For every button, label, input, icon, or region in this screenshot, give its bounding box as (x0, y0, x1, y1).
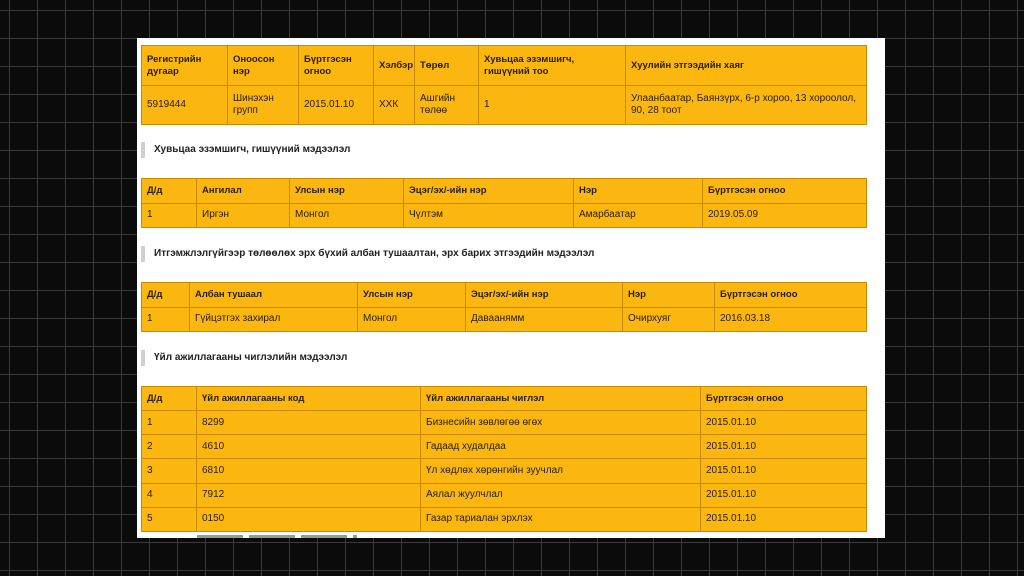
header-type: Төрөл (415, 46, 479, 86)
cell: 3 (142, 459, 197, 483)
header-category: Ангилал (197, 179, 290, 204)
cell: 2016.03.18 (715, 307, 867, 332)
cell: 5 (142, 507, 197, 531)
header-registered-date: Бүртгэсэн огноо (715, 283, 867, 308)
cell: Очирхуяг (623, 307, 715, 332)
scroll-strip (197, 535, 357, 538)
header-registered-date: Бүртгэсэн огноо (703, 179, 867, 204)
cell: Үл хөдлөх хөрөнгийн зуучлал (421, 459, 701, 483)
header-position: Албан тушаал (190, 283, 358, 308)
cell: 6810 (197, 459, 421, 483)
cell: 4610 (197, 435, 421, 459)
cell: Аялал жуулчлал (421, 483, 701, 507)
cell: Улаанбаатар, Баянзүрх, 6-р хороо, 13 хороолол, 90, 28 тоот (626, 86, 867, 125)
cell: 7912 (197, 483, 421, 507)
header-name: Нэр (623, 283, 715, 308)
table-row (142, 307, 867, 332)
cell: 1 (479, 86, 626, 125)
cell: 4 (142, 483, 197, 507)
header-number: Д/д (142, 179, 197, 204)
cell: 2015.01.10 (299, 86, 374, 125)
header-address: Хуулийн этгээдийн хаяг (626, 46, 867, 86)
header-country: Улсын нэр (290, 179, 404, 204)
header-parent-name: Эцэг/эх/-ийн нэр (404, 179, 574, 204)
cell: 2015.01.10 (701, 411, 867, 435)
cell: Гадаад худалдаа (421, 435, 701, 459)
table-row (142, 435, 867, 459)
header-activity: Үйл ажиллагааны чиглэл (421, 387, 701, 411)
header-number: Д/д (142, 283, 190, 308)
cell: 1 (142, 203, 197, 228)
cell: Иргэн (197, 203, 290, 228)
table-row (142, 86, 867, 125)
cell: 1 (142, 307, 190, 332)
cell: 2015.01.10 (701, 507, 867, 531)
cell: Гүйцэтгэх захирал (190, 307, 358, 332)
header-shareholder-count: Хувьцаа эзэмшигч, гишүүний тоо (479, 46, 626, 86)
section-title-shareholders: Хувьцаа эзэмшигч, гишүүний мэдээлэл (141, 142, 350, 158)
cell: 2015.01.10 (701, 459, 867, 483)
section-title-officials: Итгэмжлэлгүйгээр төлөөлөх эрх бүхий албан тушаалтан, эрх барих этгээдийн мэдээлэл (141, 246, 594, 262)
header-country: Улсын нэр (358, 283, 466, 308)
shareholders-table (141, 178, 867, 228)
header-registered-date: Бүртгэсэн огноо (701, 387, 867, 411)
cell: 8299 (197, 411, 421, 435)
table-row (142, 203, 867, 228)
header-activity-code: Үйл ажиллагааны код (197, 387, 421, 411)
cell: Амарбаатар (574, 203, 703, 228)
cell: Газар тариалан эрхлэх (421, 507, 701, 531)
cell: Монгол (290, 203, 404, 228)
cell: 2015.01.10 (701, 483, 867, 507)
cell: Монгол (358, 307, 466, 332)
header-number: Д/д (142, 387, 197, 411)
header-parent-name: Эцэг/эх/-ийн нэр (466, 283, 623, 308)
header-registered-date: Бүртгэсэн огноо (299, 46, 374, 86)
document-page (137, 38, 885, 538)
cell: Бизнесийн зөвлөгөө өгөх (421, 411, 701, 435)
registration-table (141, 45, 867, 125)
cell: Ашгийн төлөө (415, 86, 479, 125)
header-registration-number: Регистрийн дугаар (142, 46, 228, 86)
cell: Шинэхэн групп (228, 86, 299, 125)
cell: 2019.05.09 (703, 203, 867, 228)
cell: 5919444 (142, 86, 228, 125)
table-row (142, 459, 867, 483)
cell: ХХК (374, 86, 415, 125)
officials-table (141, 282, 867, 332)
cell: 2015.01.10 (701, 435, 867, 459)
header-form: Хэлбэр (374, 46, 415, 86)
table-row (142, 483, 867, 507)
table-row (142, 411, 867, 435)
header-company-name: Оноосон нэр (228, 46, 299, 86)
section-title-activities: Үйл ажиллагааны чиглэлийн мэдээлэл (141, 350, 347, 366)
activities-table (141, 386, 867, 532)
cell: 0150 (197, 507, 421, 531)
table-row (142, 507, 867, 531)
header-name: Нэр (574, 179, 703, 204)
cell: 2 (142, 435, 197, 459)
cell: Чүлтэм (404, 203, 574, 228)
cell: Даваанямм (466, 307, 623, 332)
cell: 1 (142, 411, 197, 435)
